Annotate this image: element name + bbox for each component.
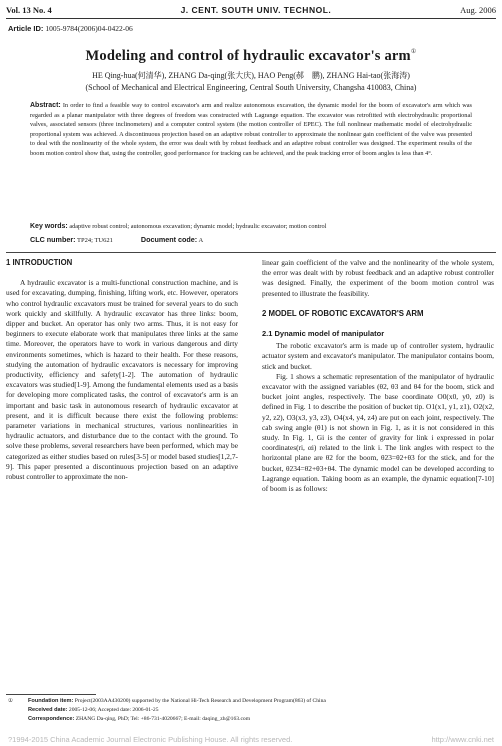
footnote-mark: ① — [8, 698, 14, 704]
subsection-heading-dynamic-model: 2.1 Dynamic model of manipulator — [262, 329, 385, 339]
article-id-value: 1005-9784(2006)04-0422-06 — [45, 24, 133, 33]
clc-label: CLC number: — [30, 235, 76, 244]
author-block — [10, 70, 492, 94]
footnote-rule — [6, 694, 96, 695]
author-names: HE Qing-hua(何清华), ZHANG Da-qing(张大庆), HAO Peng(郝 鹏), ZHANG Hai-tao(张海涛) — [92, 71, 410, 80]
correspondence-text: ZHANG Da-qing, PhD; Tel: +86-731-4020667; E-mail: daqing_zh@163.com — [75, 716, 251, 722]
introduction-paragraph: A hydraulic excavator is a multi-functional construction machine, and is used for excavating, dumping, finishing, lifting work, etc. However, operators who control hydraulic excavators must be trained for several years to do such work quickly and skillfully. A hydraulic excavator has three links: boom, dipper and bucket. An operator has only two arms. Thus, it is not easy for beginners to execute elaborate work that manipulates three links at the same time. Moreover, the operators have to work in various dangerous and dirty environments sometimes, which is hazard to their health. For these reasons, studying the automation of hydraulic excavators is necessary for improving productivity, efficiency and safety[1-2]. The automation of hydraulic excavators was studied[1-9]. Among the fundamental elements used as a basis for developing more complicated tasks, the control of excavator's arm is an important and basic task in autonomous research of hydraulic excavator at present, and it is difficult because there exist the following problems: parameter variations in mechanical structures, various nonlinearities in hydraulic actuators, and disturbance due to the contact with the ground. To solve these problems, several researchers have been performed, which may be categorized as either studies based on rules[3-5] or model based studies[1,2,7-9]. This paper presented a discontinuous projection based on an adaptive robust controller to approximate the non- — [6, 278, 238, 482]
keywords-label: Key words: — [30, 223, 68, 230]
correspondence-label: Correspondence: — [28, 716, 75, 722]
abstract-text: In order to find a feasible way to control excavator's arm and realize autonomous excavation, the dynamic model for the boom of excavator's arm which was regarded as a planar manipulator with three degrees of freedom was constructed with Lagrange equation. The excavator was retrofitted with electrohydraulic proportional valves, associated sensors (three inclinometers) and a computer control system (the motion controller of EPEC). The full nonlinear mathematic model of electrohydraulic proportional system was achieved. A discontinuous projection based on an adaptive robust controller to approximate the nonlinear gain coefficient of the valve was presented to deal with the nonlinearity of the whole system, the error was dealt with by robust feedback and an adaptive robust controller was designed. The experiment results of the boom motion control show that, using the controller, good performance for tracking can be achieved, and the peak tracking error of boom angles is less than 4°. — [30, 102, 472, 157]
watermark-url: http://www.cnki.net — [431, 735, 494, 744]
title-text: Modeling and control of hydraulic excavator's arm — [85, 48, 411, 64]
running-header — [6, 2, 496, 19]
footnote-received — [8, 706, 494, 715]
document-code-label: Document code: — [140, 235, 198, 244]
received-text: 2005-12-06; Accepted date: 2006-01-25 — [68, 707, 159, 713]
classification — [30, 235, 472, 244]
abstract-label: Abstract: — [30, 102, 61, 109]
volume-issue: Vol. 13 No. 4 — [6, 5, 52, 15]
journal-name: J. CENT. SOUTH UNIV. TECHNOL. — [180, 5, 332, 15]
watermark-copyright: ?1994-2015 China Academic Journal Electronic Publishing House. All rights reserved. — [8, 735, 293, 744]
left-column — [6, 258, 238, 482]
foundation-label: Foundation item: — [28, 698, 74, 704]
received-label: Received date: — [28, 707, 68, 713]
foundation-text: Project(2003AA430200) supported by the National Hi-Tech Research and Development Program(863) of China — [74, 698, 326, 704]
issue-date: Aug. 2006 — [460, 5, 496, 15]
section-heading-model: 2 MODEL OF ROBOTIC EXCAVATOR'S ARM — [262, 308, 424, 318]
document-code-value: A — [198, 237, 204, 244]
title-footnote-mark: ① — [410, 49, 417, 55]
model-paragraph-1: The robotic excavator's arm is made up of controller system, hydraulic actuator system and excavator's manipulator. The manipulator contains boom, stick and bucket. — [262, 341, 494, 371]
clc-number — [30, 235, 113, 244]
article-id-label: Article ID: — [8, 24, 44, 33]
footnote-correspondence — [8, 715, 494, 724]
abstract — [30, 101, 472, 159]
document-code — [141, 235, 203, 244]
keywords-text: adaptive robust control; autonomous excavation; dynamic model; hydraulic excavator; motion control — [69, 223, 327, 230]
section-heading-introduction: 1 INTRODUCTION — [6, 258, 73, 267]
introduction-continuation: linear gain coefficient of the valve and the nonlinearity of the whole system, the error was dealt with by robust feedback and an adaptive robust controller was designed. Finally, the experiment of the boom motion control was presented to illustrate the feasibility. — [262, 258, 494, 298]
model-paragraph-2: Fig. 1 shows a schematic representation of the manipulator of hydraulic excavator with the assigned variables (θ2, θ3 and θ4 for the boom, stick and bucket joint angles, respectively. The base coordinate O0(x0, y0, z0) is defined in Fig. 1 to describe the position of bucket tip. O1(x1, y1, z1), O2(x2, y2, z2), O3(x3, y3, z3), O4(x4, y4, z4) are put on each joint, respectively. The cab swing angle (θ1) is not shown in Fig. 1, as it is not considered in this study. In Fig. 1, Gi is the center of gravity for link i expressed in polar coordinates(ri, αi) related to the link i. The link angles with respect to the horizontal plane are θ2 for the boom, θ23=θ2+θ3 for the stick, and for the bucket, θ234=θ2+θ3+θ4. The dynamic model can be developed according to Lagrange equation. Taking boom as an example, the dynamic equation[7-10] of boom is as follows: — [262, 371, 494, 494]
section-divider — [6, 252, 496, 253]
paper-title — [0, 48, 502, 65]
clc-value: TP24; TU621 — [77, 237, 113, 244]
right-column — [262, 258, 494, 494]
keywords — [30, 222, 472, 232]
copyright-watermark — [8, 735, 494, 744]
author-affiliation: (School of Mechanical and Electrical Engineering, Central South University, Changsha 410083, China) — [85, 83, 417, 92]
footnotes — [8, 697, 494, 724]
article-id — [8, 24, 133, 33]
footnote-foundation — [8, 697, 494, 706]
